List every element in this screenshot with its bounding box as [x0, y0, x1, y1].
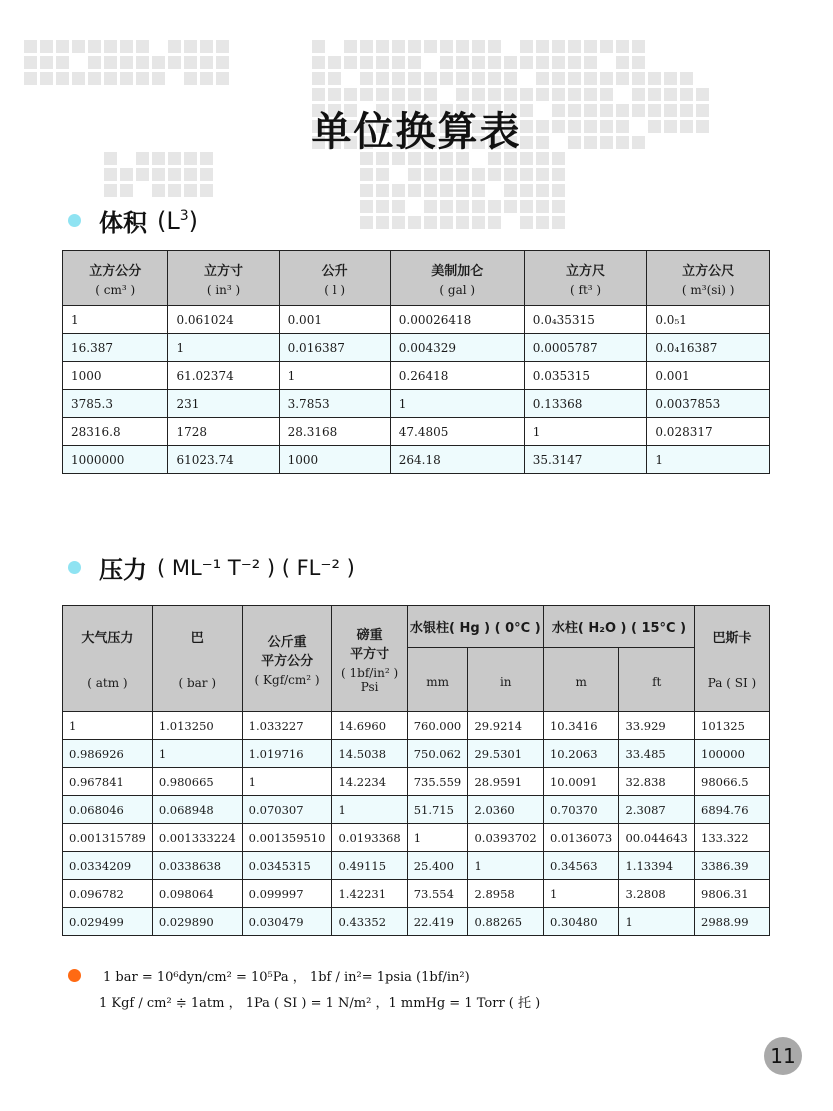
table-row: [63, 418, 770, 446]
vol-col-header: 立方寸 ( in³ ): [168, 251, 279, 306]
table-cell: 1: [279, 362, 390, 390]
volume-header-row: [63, 251, 770, 306]
table-row: [63, 362, 770, 390]
table-cell: 1: [407, 824, 468, 852]
table-row: [63, 824, 770, 852]
pascal-header: 巴斯卡 Pa ( SI ): [695, 606, 770, 712]
table-cell: 1000: [279, 446, 390, 474]
volume-heading-text: 体积: [99, 209, 147, 237]
table-cell: 1: [647, 446, 770, 474]
table-cell: 0.70370: [543, 796, 619, 824]
table-cell: 0.028317: [647, 418, 770, 446]
table-cell: 3386.39: [695, 852, 770, 880]
table-cell: 101325: [695, 712, 770, 740]
table-cell: 1: [63, 712, 153, 740]
table-cell: 0.30480: [543, 908, 619, 936]
volume-section-heading: [68, 203, 198, 238]
table-cell: 1: [152, 740, 242, 768]
table-cell: 28.3168: [279, 418, 390, 446]
pressure-heading-text: 压力: [99, 556, 147, 584]
table-cell: 1: [332, 796, 407, 824]
table-cell: 35.3147: [524, 446, 647, 474]
atm-header: 大气压力 ( atm ): [63, 606, 153, 712]
table-cell: 264.18: [390, 446, 524, 474]
table-cell: 1.42231: [332, 880, 407, 908]
table-cell: 1: [242, 768, 332, 796]
table-cell: 32.838: [619, 768, 695, 796]
table-cell: 0.0₅1: [647, 306, 770, 334]
table-cell: 25.400: [407, 852, 468, 880]
table-cell: 2988.99: [695, 908, 770, 936]
table-row: [63, 712, 770, 740]
table-cell: 0.26418: [390, 362, 524, 390]
table-cell: 00.044643: [619, 824, 695, 852]
table-cell: 14.6960: [332, 712, 407, 740]
table-cell: 750.062: [407, 740, 468, 768]
table-cell: 0.0345315: [242, 852, 332, 880]
table-cell: 0.098064: [152, 880, 242, 908]
lbf-header: 磅重 平方寸 ( 1bf/in² ) Psi: [332, 606, 407, 712]
table-cell: 0.004329: [390, 334, 524, 362]
vol-col-header: 立方尺 ( ft³ ): [524, 251, 647, 306]
table-cell: 0.030479: [242, 908, 332, 936]
table-cell: 2.8958: [468, 880, 544, 908]
table-cell: 6894.76: [695, 796, 770, 824]
table-cell: 0.0334209: [63, 852, 153, 880]
table-cell: 0.986926: [63, 740, 153, 768]
vol-col-header: 美制加仑 ( gal ): [390, 251, 524, 306]
table-row: [63, 334, 770, 362]
table-cell: 9806.31: [695, 880, 770, 908]
hg-in-header: in: [468, 648, 544, 712]
table-cell: 0.00026418: [390, 306, 524, 334]
table-cell: 1.013250: [152, 712, 242, 740]
conversion-notes: [68, 962, 540, 1014]
table-cell: 16.387: [63, 334, 168, 362]
table-cell: 0.029890: [152, 908, 242, 936]
table-cell: 47.4805: [390, 418, 524, 446]
table-row: [63, 880, 770, 908]
table-cell: 100000: [695, 740, 770, 768]
note-text-2: 1 Kgf / cm² ≑ 1atm ， 1Pa ( SI ) = 1 N/m² ，1 mmHg = 1 Torr ( 托 ): [99, 995, 541, 1011]
table-row: [63, 852, 770, 880]
table-cell: 1: [390, 390, 524, 418]
table-cell: 0.43352: [332, 908, 407, 936]
volume-dim-exp: 3: [179, 207, 189, 224]
table-cell: 0.070307: [242, 796, 332, 824]
volume-dim-base: (L: [157, 206, 180, 235]
note-line-1: [68, 962, 540, 988]
table-cell: 29.5301: [468, 740, 544, 768]
table-cell: 735.559: [407, 768, 468, 796]
table-cell: 1.033227: [242, 712, 332, 740]
kgf-header: 公斤重 平方公分 ( Kgf/cm² ): [242, 606, 332, 712]
table-row: [63, 768, 770, 796]
note-text-1: 1 bar = 10⁶dyn/cm² = 10⁵Pa ， 1bf / in²= 1psia (1bf/in²): [103, 969, 470, 985]
table-cell: 0.001: [647, 362, 770, 390]
table-cell: 0.0193368: [332, 824, 407, 852]
table-row: [63, 306, 770, 334]
h2o-ft-header: ft: [619, 648, 695, 712]
pressure-conversion-table: [62, 605, 770, 936]
table-cell: 0.001315789: [63, 824, 153, 852]
table-cell: 10.3416: [543, 712, 619, 740]
table-cell: 28.9591: [468, 768, 544, 796]
table-cell: 1: [543, 880, 619, 908]
water-header: 水柱( H₂O ) ( 15°C ): [543, 606, 694, 648]
table-cell: 73.554: [407, 880, 468, 908]
table-cell: 61.02374: [168, 362, 279, 390]
table-cell: 14.5038: [332, 740, 407, 768]
mercury-header: 水银柱( Hg ) ( 0°C ): [407, 606, 543, 648]
table-cell: 2.3087: [619, 796, 695, 824]
table-cell: 231: [168, 390, 279, 418]
h2o-m-header: m: [543, 648, 619, 712]
table-cell: 0.001333224: [152, 824, 242, 852]
table-cell: 10.0091: [543, 768, 619, 796]
table-cell: 0.49115: [332, 852, 407, 880]
table-cell: 0.068046: [63, 796, 153, 824]
table-cell: 1.019716: [242, 740, 332, 768]
table-cell: 1: [63, 306, 168, 334]
table-cell: 0.0005787: [524, 334, 647, 362]
vol-col-header: 公升 ( l ): [279, 251, 390, 306]
vol-col-header: 立方公分 ( cm³ ): [63, 251, 168, 306]
table-cell: 3.2808: [619, 880, 695, 908]
table-cell: 0.980665: [152, 768, 242, 796]
table-cell: 1000: [63, 362, 168, 390]
vol-col-header: 立方公尺 ( m³(si) ): [647, 251, 770, 306]
table-cell: 29.9214: [468, 712, 544, 740]
table-cell: 0.096782: [63, 880, 153, 908]
table-cell: 33.485: [619, 740, 695, 768]
table-cell: 0.13368: [524, 390, 647, 418]
table-cell: 0.88265: [468, 908, 544, 936]
table-cell: 10.2063: [543, 740, 619, 768]
table-cell: 3.7853: [279, 390, 390, 418]
table-cell: 0.001: [279, 306, 390, 334]
table-cell: 1.13394: [619, 852, 695, 880]
volume-dimension: [157, 207, 198, 235]
table-cell: 1: [468, 852, 544, 880]
table-cell: 33.929: [619, 712, 695, 740]
table-cell: 0.0037853: [647, 390, 770, 418]
bar-header: 巴 ( bar ): [152, 606, 242, 712]
orange-bullet-icon: [68, 969, 81, 982]
table-cell: 0.34563: [543, 852, 619, 880]
table-cell: 51.715: [407, 796, 468, 824]
table-cell: 0.068948: [152, 796, 242, 824]
table-cell: 760.000: [407, 712, 468, 740]
pressure-header-row-1: [63, 606, 770, 648]
table-cell: 0.029499: [63, 908, 153, 936]
table-cell: 1728: [168, 418, 279, 446]
table-cell: 0.0393702: [468, 824, 544, 852]
table-cell: 0.0₄16387: [647, 334, 770, 362]
table-cell: 0.0338638: [152, 852, 242, 880]
table-cell: 0.967841: [63, 768, 153, 796]
pressure-dimension: ( ML⁻¹ T⁻² ) ( FL⁻² ): [157, 555, 355, 580]
table-cell: 22.419: [407, 908, 468, 936]
table-cell: 14.2234: [332, 768, 407, 796]
table-cell: 2.0360: [468, 796, 544, 824]
table-cell: 0.099997: [242, 880, 332, 908]
volume-dim-close: ): [188, 206, 199, 235]
table-cell: 0.061024: [168, 306, 279, 334]
table-cell: 3785.3: [63, 390, 168, 418]
page-title: 单位换算表: [311, 109, 522, 155]
table-row: [63, 740, 770, 768]
table-row: [63, 446, 770, 474]
pressure-section-heading: [68, 550, 355, 585]
volume-conversion-table: [62, 250, 770, 474]
table-cell: 28316.8: [63, 418, 168, 446]
table-cell: 0.016387: [279, 334, 390, 362]
hg-mm-header: mm: [407, 648, 468, 712]
table-cell: 1: [619, 908, 695, 936]
table-cell: 0.0136073: [543, 824, 619, 852]
table-row: [63, 390, 770, 418]
table-row: [63, 796, 770, 824]
table-cell: 1: [168, 334, 279, 362]
cyan-bullet-icon: [68, 214, 81, 227]
table-cell: 0.0₄35315: [524, 306, 647, 334]
table-cell: 1: [524, 418, 647, 446]
table-cell: 98066.5: [695, 768, 770, 796]
table-cell: 133.322: [695, 824, 770, 852]
note-line-2: [68, 988, 540, 1014]
table-cell: 0.035315: [524, 362, 647, 390]
table-cell: 61023.74: [168, 446, 279, 474]
cyan-bullet-icon: [68, 561, 81, 574]
table-cell: 0.001359510: [242, 824, 332, 852]
page-number: 11: [764, 1037, 802, 1075]
table-cell: 1000000: [63, 446, 168, 474]
table-row: [63, 908, 770, 936]
